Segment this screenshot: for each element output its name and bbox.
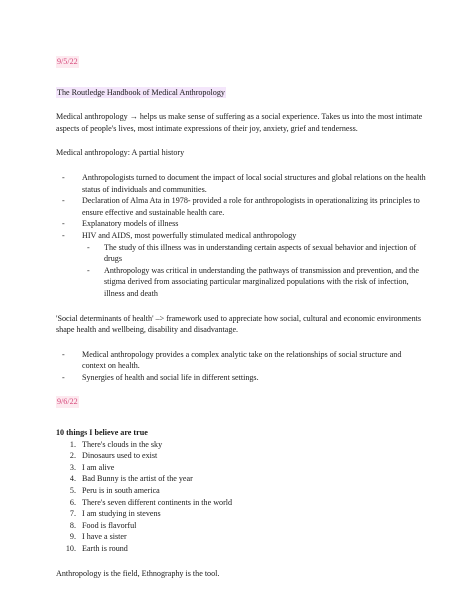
book-title: [56, 87, 426, 99]
document-page: [56, 56, 426, 579]
list-item: - The study of this illness was in understanding certain aspects of sexual behavior and injection of drugs: [87, 242, 417, 264]
list-item: - Synergies of health and social life in different settings.: [62, 372, 259, 382]
hiv-sublist: [82, 242, 426, 300]
list-item: 9. I have a sister: [69, 532, 127, 542]
beliefs-list: [56, 439, 426, 555]
list-item: 8. Food is flavorful: [69, 520, 137, 530]
intro-paragraph: Medical anthropology → helps us make sense of suffering as a social experience. Takes us into the most intimate aspects of people's lives, most intimate expressions of their joy, anxiety, grief and tenderness.: [56, 112, 423, 133]
list-item: 10. Earth is round: [65, 544, 128, 553]
closing-line: Anthropology is the field, Ethnography is the tool.: [56, 568, 220, 578]
history-list: [56, 172, 426, 300]
list-item: 7. I am studying in stevens: [69, 509, 161, 519]
list-item: - Medical anthropology provides a complex analytic take on the relationships of social structure and context on health.: [62, 349, 402, 371]
beliefs-heading: 10 things I believe are true: [56, 428, 148, 438]
history-heading: Medical anthropology: A partial history: [56, 148, 185, 158]
list-item: - Explanatory models of illness: [62, 219, 179, 229]
sdoh-paragraph: 'Social determinants of health' –> framework used to appreciate how social, cultural and economic environments shape health and wellbeing, disability and disadvantage.: [56, 313, 422, 335]
date-highlight: 9/6/22: [57, 397, 78, 407]
list-item: 2. Dinosaurs used to exist: [69, 451, 158, 461]
list-item: 1. There's clouds in the sky: [69, 439, 163, 449]
list-item: 4. Bad Bunny is the artist of the year: [69, 474, 193, 484]
list-item: - Declaration of Alma Ata in 1978- provided a role for anthropologists in operationalizing its principles to ensure effective and sustainable health care.: [62, 196, 420, 217]
list-item: - HIV and AIDS, most powerfully stimulated medical anthropology - The study of this illness was in understanding certain aspects of sexual behavior and injection of drugs - Anthropology was critical in understanding the pathways of transmission and prevention, and the stigma derived from associating particular marginalized populations with the risk of infection, illness and death: [56, 230, 426, 300]
sdoh-list: [56, 349, 426, 384]
date-highlight: 9/5/22: [57, 57, 78, 66]
list-item: 3. I am alive: [69, 462, 115, 472]
list-item: 6. There's seven different continents in the world: [69, 497, 233, 507]
list-item: 5. Peru is in south america: [69, 486, 160, 496]
date-line-2: [56, 396, 426, 408]
list-item: - Anthropologists turned to document the impact of local social structures and global relations on the health status of individuals and communities.: [62, 172, 426, 194]
book-title-highlight: The Routledge Handbook of Medical Anthropology: [57, 87, 225, 97]
list-item: - Anthropology was critical in understanding the pathways of transmission and prevention, and the stigma derived from associating particular marginalized populations with the risk of infection, illness and death: [87, 265, 419, 298]
date-line-1: [56, 56, 426, 68]
